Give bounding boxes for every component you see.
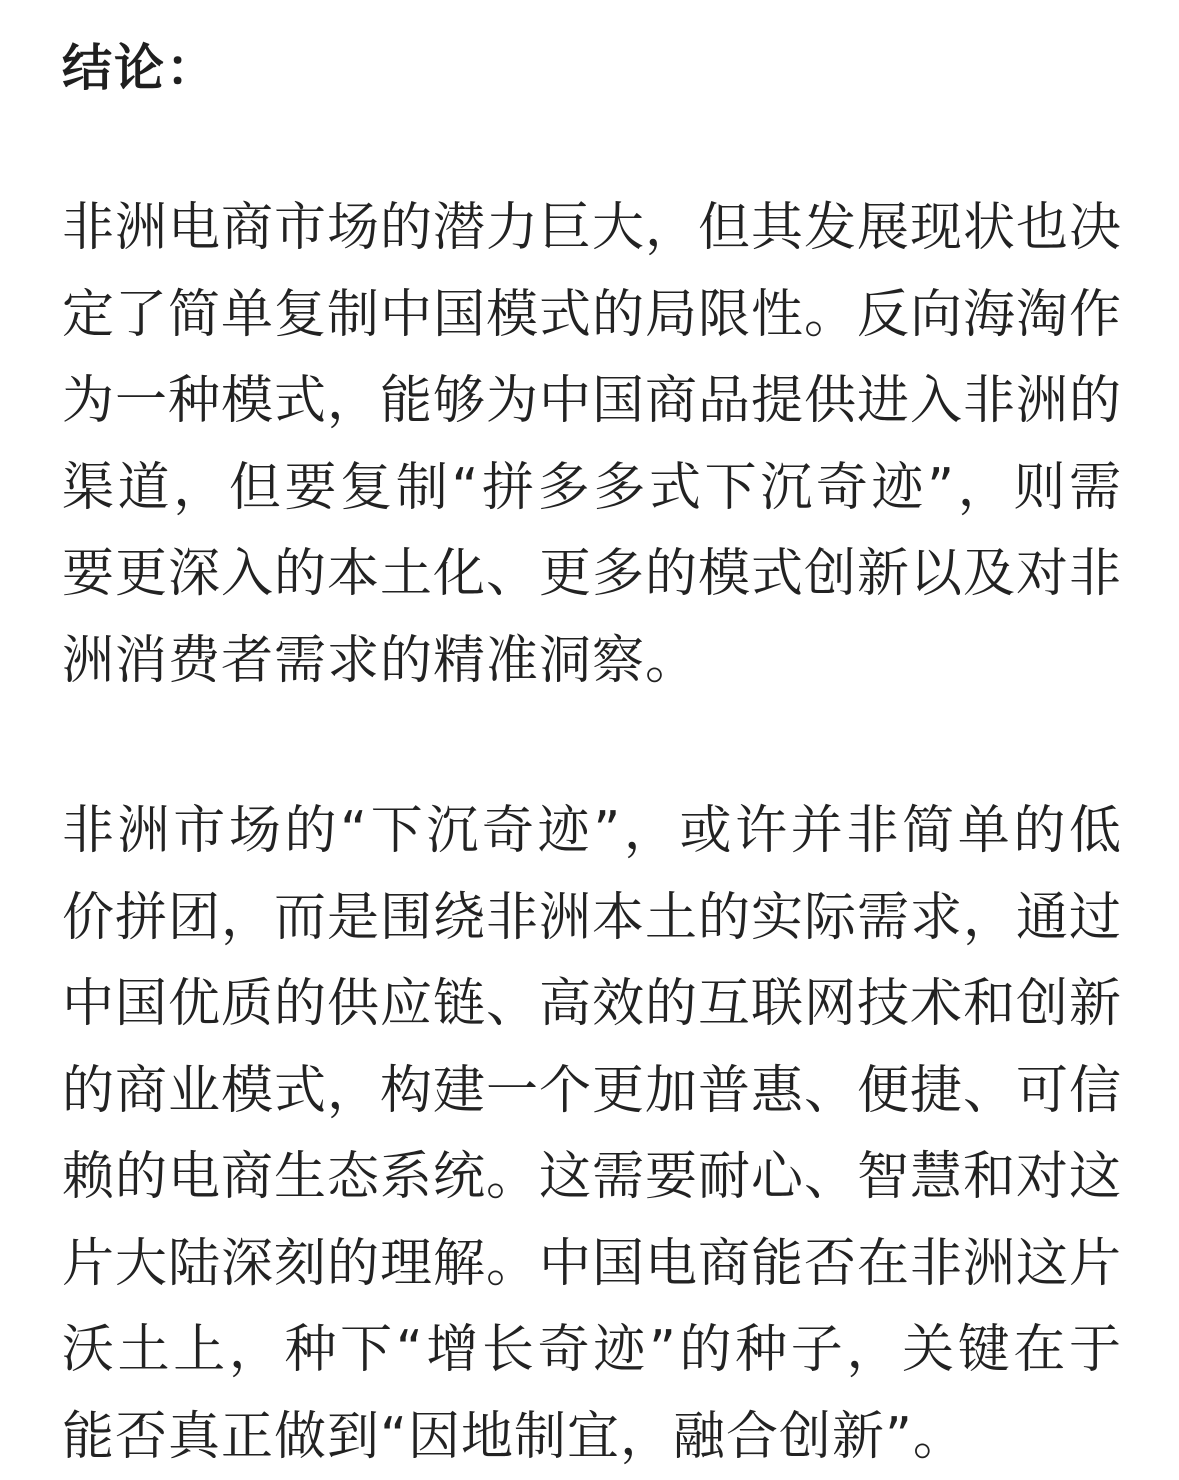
conclusion-heading: 结论： [62, 39, 218, 97]
paragraph-sinking-miracle: 非洲市场的“下沉奇迹”，或许并非简单的低价拼团，而是围绕非洲本土的实际需求，通过中国优质的供应链、高效的互联网技术和创新的商业模式，构建一个更加普惠、便捷、可信赖的电商生态系统。这需要耐心、智慧和对这片大陆深刻的理解。中国电商能否在非洲这片沃土上，种下“增长奇迹”的种子，关键在于能否真正做到“因地制宜，融合创新”。 [62, 801, 1123, 1467]
paragraph-potential: 非洲电商市场的潜力巨大，但其发展现状也决定了简单复制中国模式的局限性。反向海淘作为一种模式，能够为中国商品提供进入非洲的渠道，但要复制“拼多多式下沉奇迹”，则需要更深入的本土化、更多的模式创新以及对非洲消费者需求的精准洞察。 [62, 198, 1123, 691]
article [62, 0, 1122, 1480]
